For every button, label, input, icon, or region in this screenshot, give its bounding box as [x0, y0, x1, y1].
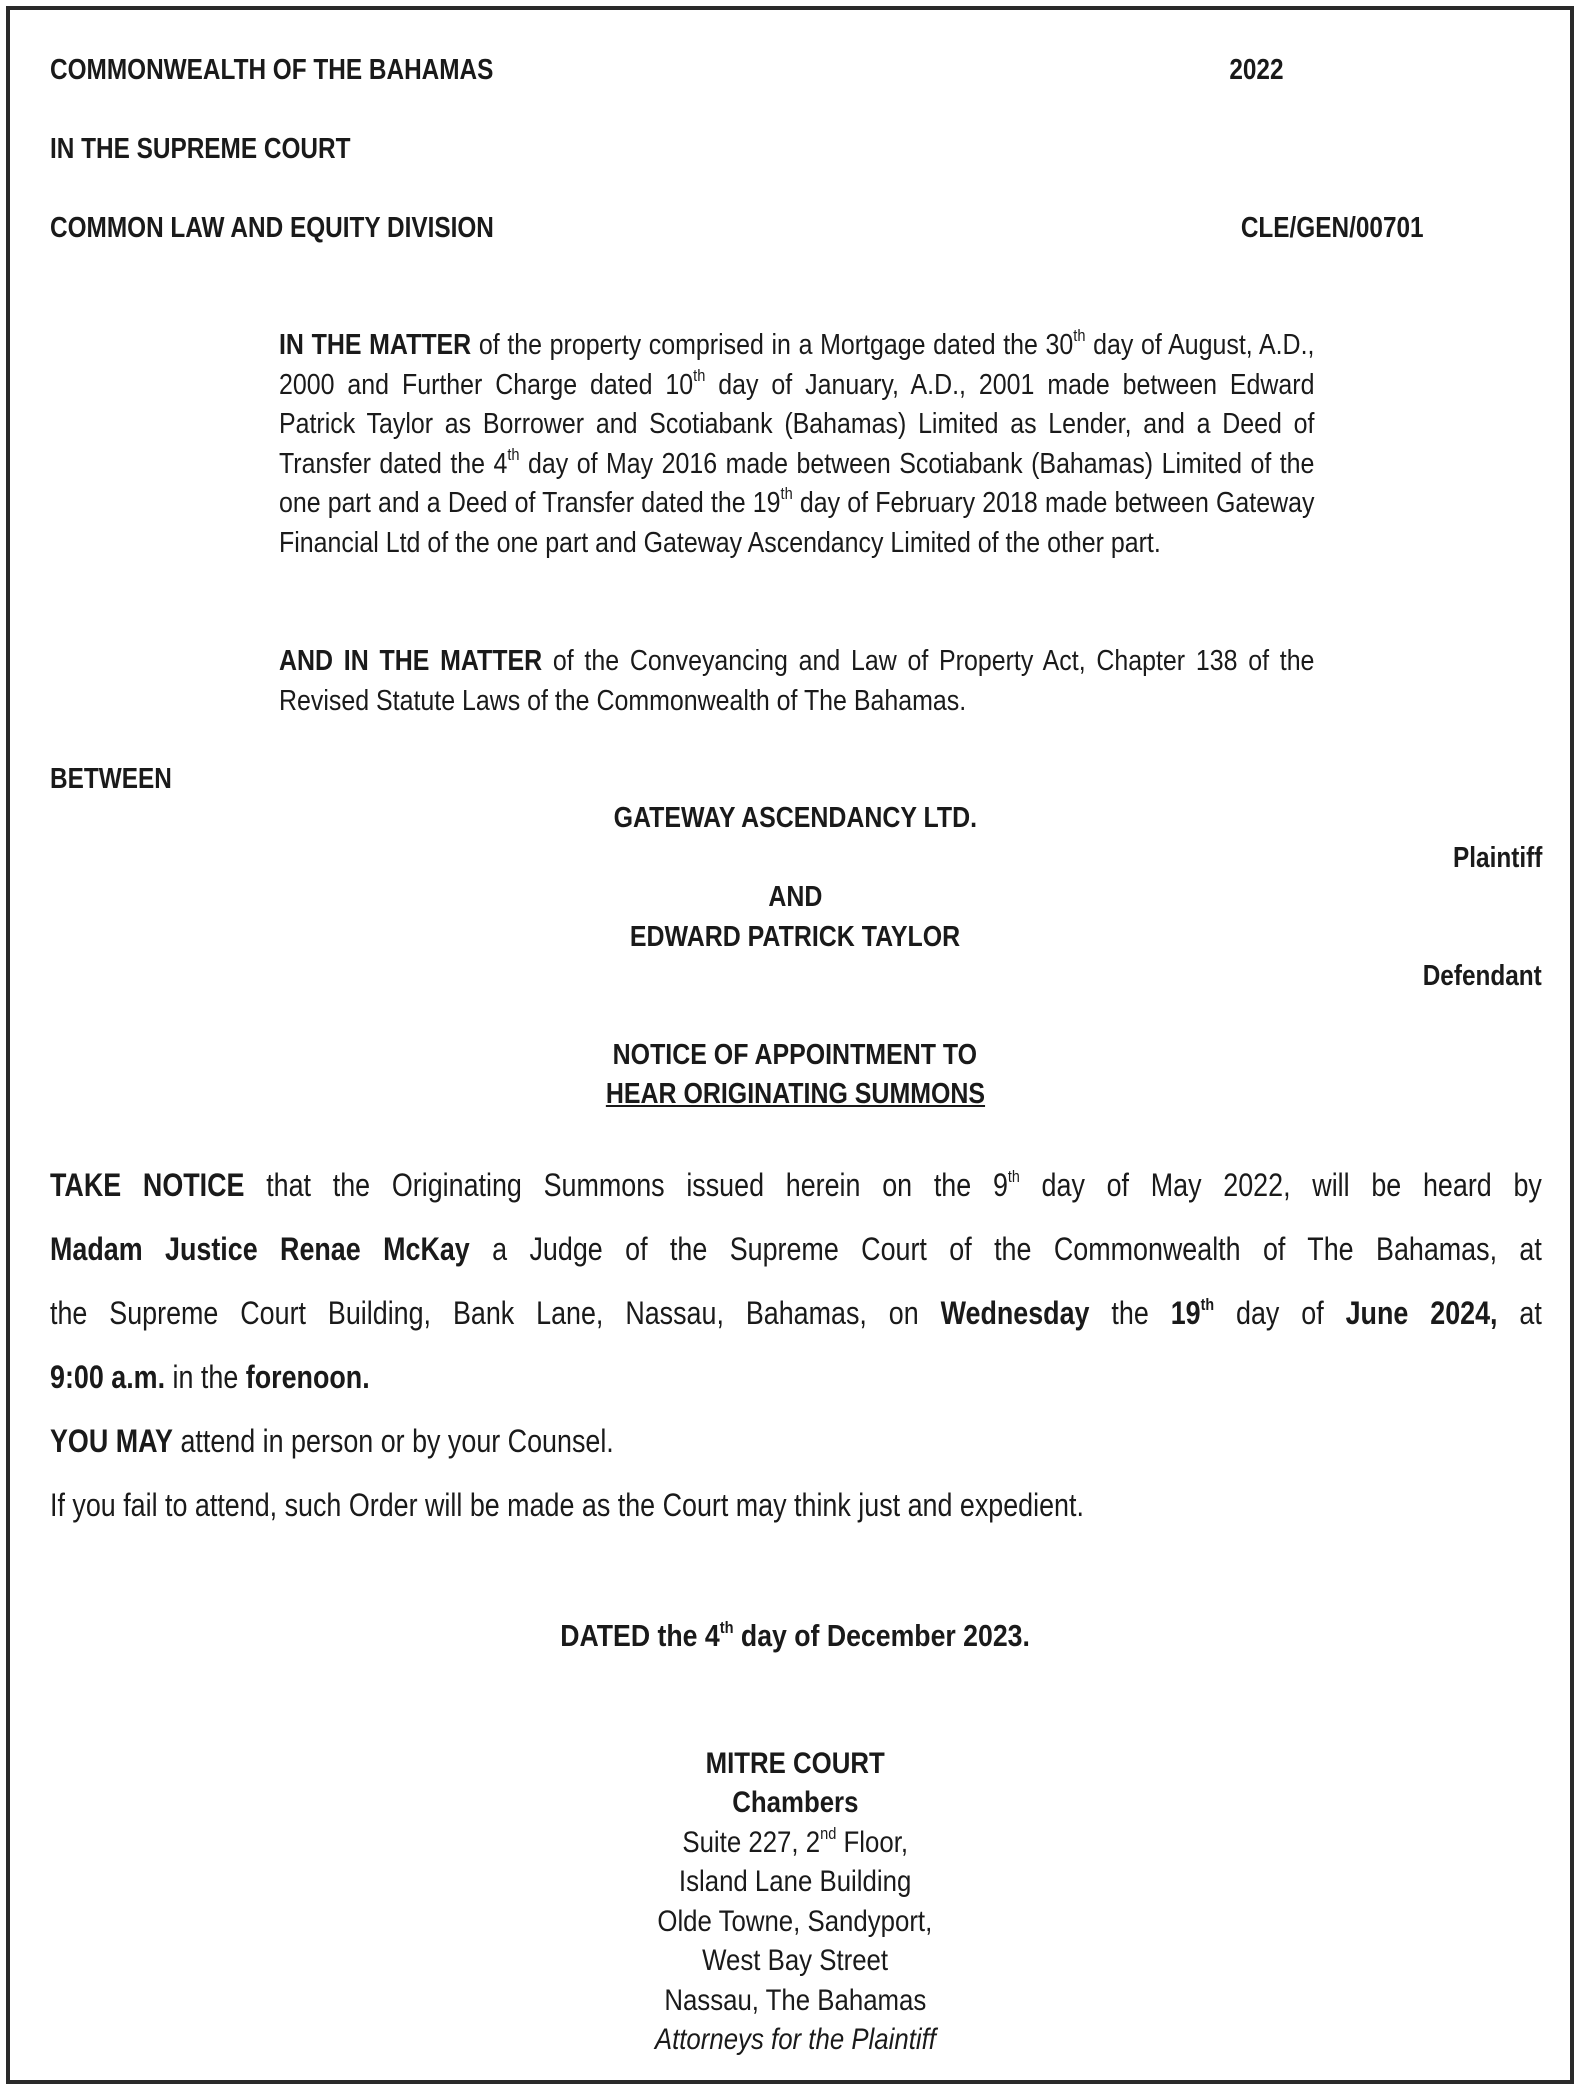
- header-division: COMMON LAW AND EQUITY DIVISION: [50, 212, 494, 244]
- notice-line-4: 9:00 a.m. in the forenoon.: [50, 1359, 370, 1395]
- notice-line-1: TAKE NOTICE that the Originating Summons issued herein on the 9th day of May 2022, will be heard by: [50, 1167, 1542, 1203]
- firm-address-area: Olde Towne, Sandyport,: [657, 1905, 933, 1938]
- plaintiff-role: Plaintiff: [1452, 842, 1542, 874]
- notice-title-line-2: HEAR ORIGINATING SUMMONS: [605, 1078, 985, 1110]
- header-court: IN THE SUPREME COURT: [50, 133, 351, 165]
- firm-address-building: Island Lane Building: [678, 1865, 912, 1898]
- header-country: COMMONWEALTH OF THE BAHAMAS: [50, 54, 494, 86]
- between-label: BETWEEN: [50, 763, 172, 795]
- and-label: AND: [767, 881, 823, 913]
- firm-chambers: Chambers: [731, 1786, 859, 1819]
- notice-you-may: YOU MAY attend in person or by your Counsel.: [50, 1423, 614, 1459]
- notice-line-2: Madam Justice Renae McKay a Judge of the Supreme Court of the Commonwealth of The Bahamas, at: [50, 1231, 1542, 1267]
- matter-paragraph-1: IN THE MATTER of the property comprised in a Mortgage dated the 30th day of August, A.D., 2000 and Further Charge dated 10th day of January, A.D., 2001 made between Edward Patrick Taylor as Borrower and Scotiabank (Bahamas) Limited as Lender, and a Deed of Transfer dated the 4th day of May 2016 made between Scotiabank (Bahamas) Limited of the one part and a Deed of Transfer dated the 19th day of February 2018 made between Gateway Financial Ltd of the one part and Gateway Ascendancy Limited of the other part.: [279, 326, 1315, 559]
- notice-title-line-1: NOTICE OF APPOINTMENT TO: [612, 1039, 978, 1071]
- header-case-number: CLE/GEN/00701: [1241, 212, 1424, 244]
- defendant-role: Defendant: [1422, 960, 1542, 992]
- matter-lead: IN THE MATTER: [279, 329, 472, 361]
- firm-name: MITRE COURT: [705, 1747, 885, 1780]
- firm-address-suite: Suite 227, 2nd Floor,: [682, 1824, 908, 1859]
- notice-line-3: the Supreme Court Building, Bank Lane, Nassau, Bahamas, on Wednesday the 19th day of June 2024, at: [50, 1295, 1542, 1331]
- firm-address-street: West Bay Street: [702, 1944, 888, 1977]
- matter-lead-2: AND IN THE MATTER: [279, 645, 543, 677]
- header-year: 2022: [1229, 54, 1284, 86]
- firm-address-city: Nassau, The Bahamas: [664, 1984, 926, 2017]
- dated-line: DATED the 4th day of December 2023.: [560, 1617, 1030, 1653]
- defendant-name: EDWARD PATRICK TAYLOR: [629, 921, 961, 953]
- firm-attorneys-label: Attorneys for the Plaintiff: [654, 2023, 936, 2056]
- plaintiff-name: GATEWAY ASCENDANCY LTD.: [613, 802, 977, 834]
- matter-paragraph-2: AND IN THE MATTER of the Conveyancing and Law of Property Act, Chapter 138 of the Revised Statute Laws of the Commonwealth of The Bahamas.: [279, 645, 1315, 717]
- judge-name: Madam Justice Renae McKay: [50, 1231, 470, 1267]
- notice-fail-to-attend: If you fail to attend, such Order will be made as the Court may think just and expedient.: [50, 1487, 1084, 1523]
- notice-body: [50, 1153, 1542, 1537]
